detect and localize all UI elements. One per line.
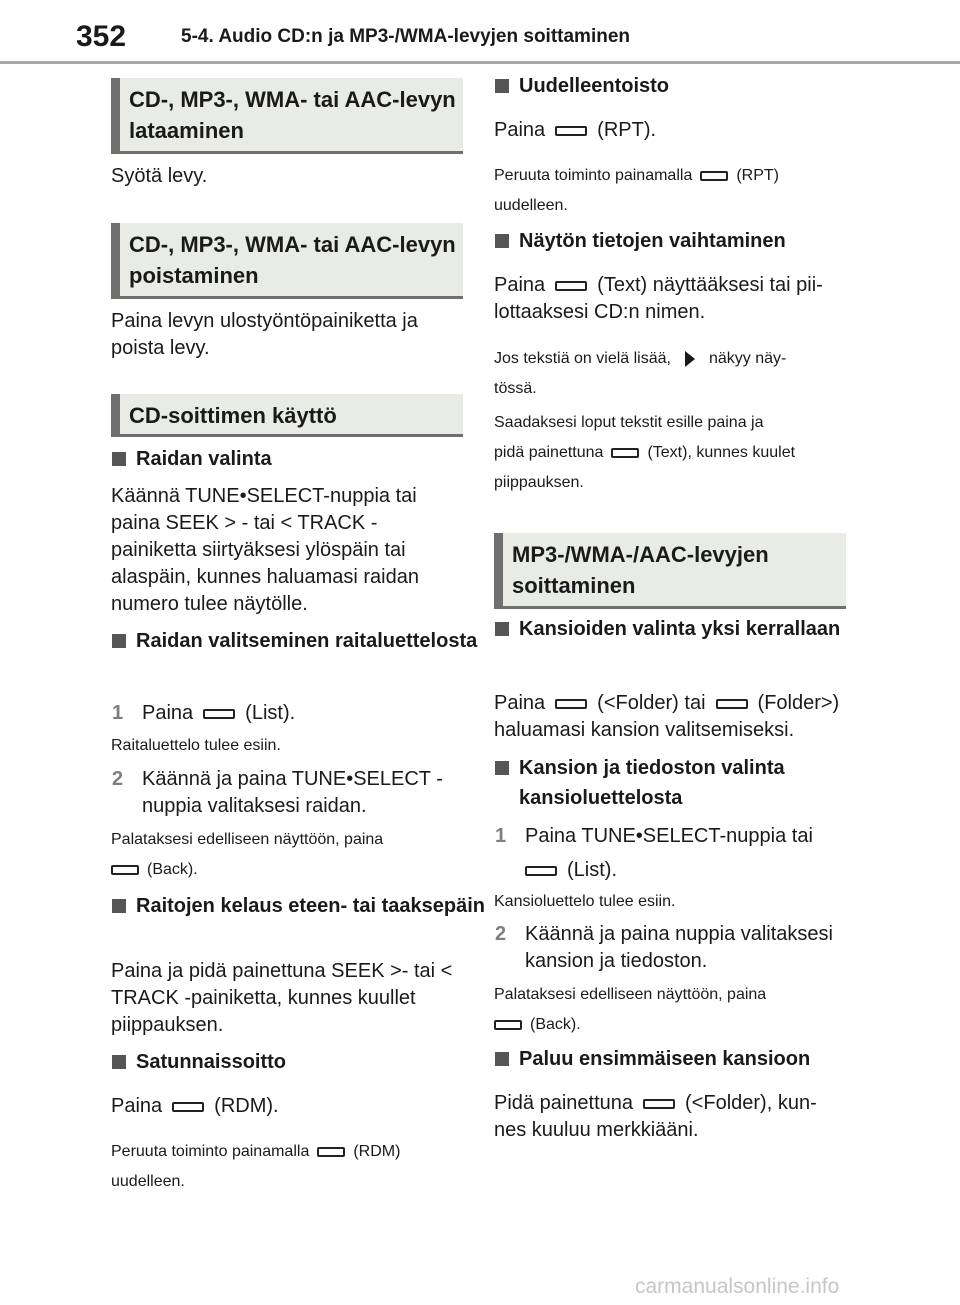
subheading-track-list: Raidan valitseminen raitaluettelosta (111, 626, 488, 656)
chapter-title: 5-4. Audio CD:n ja MP3-/WMA-levyjen soittaminen (181, 26, 631, 47)
section-heading-eject: CD-, MP3-, WMA- tai AAC-levyn poistaminen (111, 223, 463, 299)
step-1: 1 Paina (List). (111, 700, 494, 727)
rpt-button-icon (700, 171, 728, 181)
rdm-button-icon (172, 1102, 204, 1112)
section-heading-load: CD-, MP3-, WMA- tai AAC-levyn lataaminen (111, 78, 463, 154)
folder-step-2: 2 Käännä ja paina nuppia valitaksesi kansion ja tiedoston. (495, 923, 833, 972)
list-button-icon (203, 709, 235, 719)
watermark: carmanualsonline.info (635, 1275, 840, 1298)
step-2: 2 Käännä ja paina TUNE•SELECT -nuppia valitaksesi raidan. (112, 768, 443, 817)
subheading-first-folder: Paluu ensimmäiseen kansioon (494, 1044, 871, 1074)
first-folder-text: Pidä painettuna (<Folder), kun- nes kuuluu merkkiääni. (494, 1092, 817, 1141)
more-text-arrow-icon (685, 351, 695, 367)
text-button-icon (611, 448, 639, 458)
page-number: 352 (76, 20, 127, 53)
eject-text: Paina levyn ulostyöntöpainiketta ja poista levy. (111, 310, 418, 359)
repeat-text: Paina (RPT). (494, 119, 657, 141)
rpt-button-icon (555, 126, 587, 136)
repeat-note: Peruuta toiminto painamalla (RPT) uudelleen. (494, 167, 779, 214)
folder-back-note: Palataksesi edelliseen näyttöön, paina (Back). (494, 986, 767, 1033)
step-number: 2 (495, 923, 507, 945)
text-button-icon (555, 281, 587, 291)
subheading-folder-select: Kansioiden valinta yksi kerrallaan (494, 614, 871, 644)
subheading-random: Satunnaissoitto (111, 1047, 488, 1077)
subheading-track-select: Raidan valinta (111, 444, 488, 474)
bullet-square-icon (495, 761, 509, 775)
step-number: 1 (112, 702, 124, 724)
list-button-icon (525, 866, 557, 876)
bullet-square-icon (112, 1055, 126, 1069)
fast-forward-text: Paina ja pidä painettuna SEEK >- tai < TRACK -painiketta, kunnes kuullet piippauksen. (111, 960, 453, 1036)
bullet-square-icon (495, 234, 509, 248)
folder-prev-button-icon (643, 1099, 675, 1109)
folder-next-button-icon (716, 699, 748, 709)
step-number: 1 (495, 825, 507, 847)
bullet-square-icon (495, 1052, 509, 1066)
header-rule (0, 61, 960, 64)
bullet-square-icon (112, 634, 126, 648)
load-text: Syötä levy. (111, 165, 208, 187)
random-note: Peruuta toiminto painamalla (RDM) uudelleen. (111, 1143, 401, 1190)
bullet-square-icon (495, 622, 509, 636)
subheading-display-info: Näytön tietojen vaihtaminen (494, 226, 871, 256)
bullet-square-icon (112, 452, 126, 466)
subheading-fast-forward: Raitojen kelaus eteen- tai taaksepäin (111, 891, 488, 921)
folder-list-note: Kansioluettelo tulee esiin. (494, 893, 676, 910)
folder-prev-button-icon (555, 699, 587, 709)
section-heading-mp3: MP3-/WMA-/AAC-levyjen soittaminen (494, 533, 846, 609)
list-note: Raitaluettelo tulee esiin. (111, 737, 281, 754)
bullet-square-icon (495, 79, 509, 93)
subheading-repeat: Uudelleentoisto (494, 71, 871, 101)
back-button-icon (494, 1020, 522, 1030)
track-select-text: Käännä TUNE•SELECT-nuppia tai paina SEEK > - tai < TRACK -painiketta siirtyäksesi ylöspäin tai alaspäin, kunnes haluamasi raidan numero tulee näytölle. (111, 485, 419, 615)
bullet-square-icon (112, 899, 126, 913)
section-heading-cd-use: CD-soittimen käyttö (111, 394, 463, 437)
more-text-note: Jos tekstiä on vielä lisää, näkyy näy- tössä. (494, 350, 787, 397)
random-text: Paina (RDM). (111, 1095, 279, 1117)
back-button-icon (111, 865, 139, 875)
display-info-text: Paina (Text) näyttääksesi tai pii- lottaaksesi CD:n nimen. (494, 274, 823, 323)
back-note: Palataksesi edelliseen näyttöön, paina (Back). (111, 831, 384, 878)
subheading-folder-list: Kansion ja tiedoston valinta kansioluettelosta (494, 753, 871, 813)
folder-step-1: 1 Paina TUNE•SELECT-nuppia tai (List). (494, 819, 877, 887)
rest-text-note: Saadaksesi loput tekstit esille paina ja pidä painettuna (Text), kunnes kuulet piippauksen. (494, 414, 796, 491)
rdm-button-icon (317, 1147, 345, 1157)
step-number: 2 (112, 768, 124, 790)
folder-select-text: Paina (<Folder) tai (Folder>) haluamasi kansion valitsemiseksi. (494, 692, 840, 741)
